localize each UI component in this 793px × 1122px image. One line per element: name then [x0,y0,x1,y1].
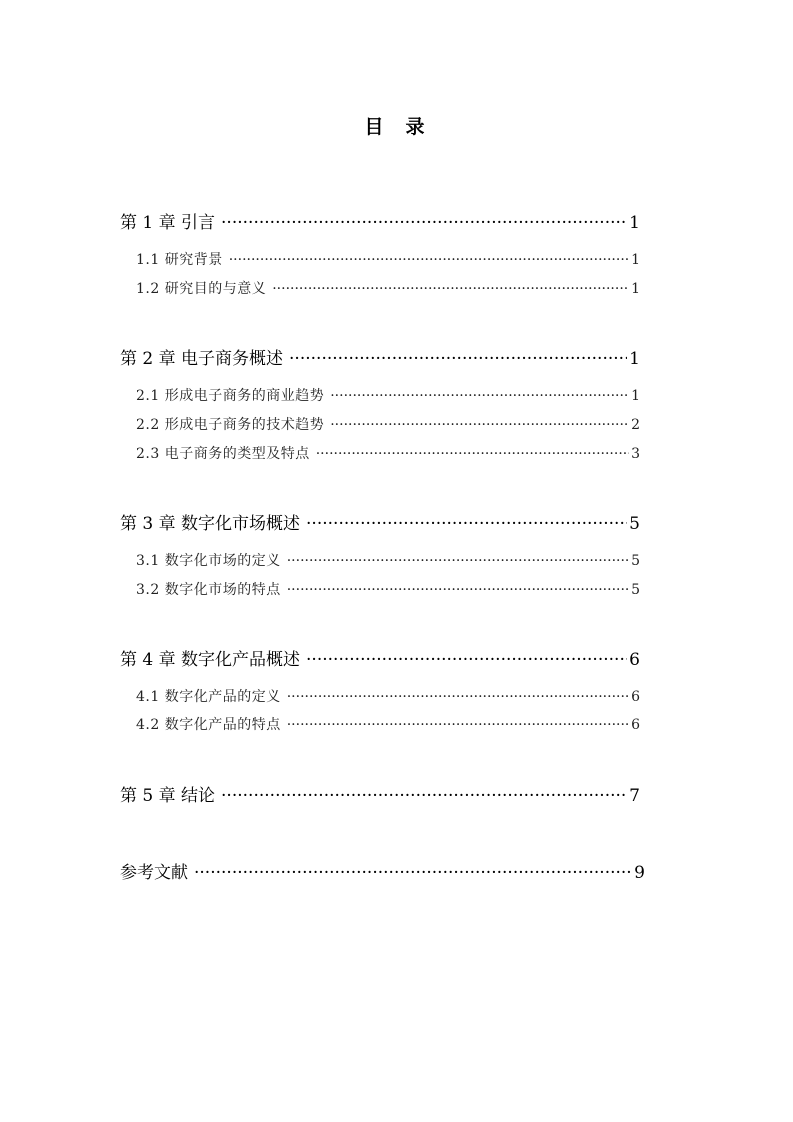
dot-leader [229,252,629,268]
toc-entry-chapter-3[interactable] [120,509,640,534]
dot-leader [330,417,629,433]
toc-entry-section-2-2[interactable] [136,414,640,434]
toc-page-number: 6 [631,689,640,705]
dot-leader [316,446,629,462]
dot-leader [306,650,627,670]
toc-label: 第 3 章 数字化市场概述 [120,514,301,534]
toc-entry-section-3-2[interactable] [136,579,640,599]
toc-page-number: 3 [631,446,640,462]
toc-page-number: 2 [631,417,640,433]
toc-label: 4.1 数字化产品的定义 [136,689,281,705]
dot-leader [306,514,627,534]
toc-label: 第 4 章 数字化产品概述 [120,650,301,670]
toc-entry-chapter-2[interactable] [120,344,640,369]
dot-leader [194,863,632,883]
toc-label: 1.2 研究目的与意义 [136,281,267,297]
dot-leader [330,388,629,404]
toc-page-number: 5 [629,514,640,534]
toc-entry-references[interactable] [120,858,645,883]
dot-leader [287,717,629,733]
title-char-2: 录 [405,116,429,138]
toc-entry-section-2-1[interactable] [136,385,640,405]
toc-label: 3.1 数字化市场的定义 [136,553,281,569]
toc-page-number: 1 [629,349,640,369]
toc-label: 第 5 章 结论 [120,786,216,806]
toc-label: 参考文献 [120,863,188,883]
toc-entry-section-1-2[interactable] [136,278,640,298]
toc-label: 2.3 电子商务的类型及特点 [136,446,310,462]
toc-entry-section-1-1[interactable] [136,249,640,269]
dot-leader [287,553,629,569]
toc-page-number: 1 [629,213,640,233]
toc-entry-chapter-4[interactable] [120,645,640,670]
dot-leader [287,689,629,705]
toc-entry-chapter-1[interactable] [120,208,640,233]
toc-page-number: 6 [629,650,640,670]
toc-label: 1.1 研究背景 [136,252,223,268]
toc-entry-section-4-1[interactable] [136,686,640,706]
toc-page-number: 1 [631,252,640,268]
toc-page-number: 1 [631,388,640,404]
toc-entry-section-3-1[interactable] [136,550,640,570]
toc-page-number: 5 [631,582,640,598]
dot-leader [272,281,629,297]
toc-page-number: 1 [631,281,640,297]
dot-leader [289,349,627,369]
toc-label: 3.2 数字化市场的特点 [136,582,281,598]
toc-page-number: 5 [631,553,640,569]
dot-leader [287,582,629,598]
toc-label: 2.1 形成电子商务的商业趋势 [136,388,325,404]
toc-entry-chapter-5[interactable] [120,781,640,806]
toc-page-number: 6 [631,717,640,733]
toc-entry-section-4-2[interactable] [136,714,640,734]
toc-page-number: 7 [629,786,640,806]
toc-label: 第 1 章 引言 [120,213,216,233]
toc-label: 4.2 数字化产品的特点 [136,717,281,733]
toc-entry-section-2-3[interactable] [136,443,640,463]
toc-label: 2.2 形成电子商务的技术趋势 [136,417,325,433]
dot-leader [221,786,627,806]
title-char-1: 目 [364,116,388,138]
dot-leader [221,213,627,233]
toc-label: 第 2 章 电子商务概述 [120,349,284,369]
toc-page-number: 9 [634,863,645,883]
